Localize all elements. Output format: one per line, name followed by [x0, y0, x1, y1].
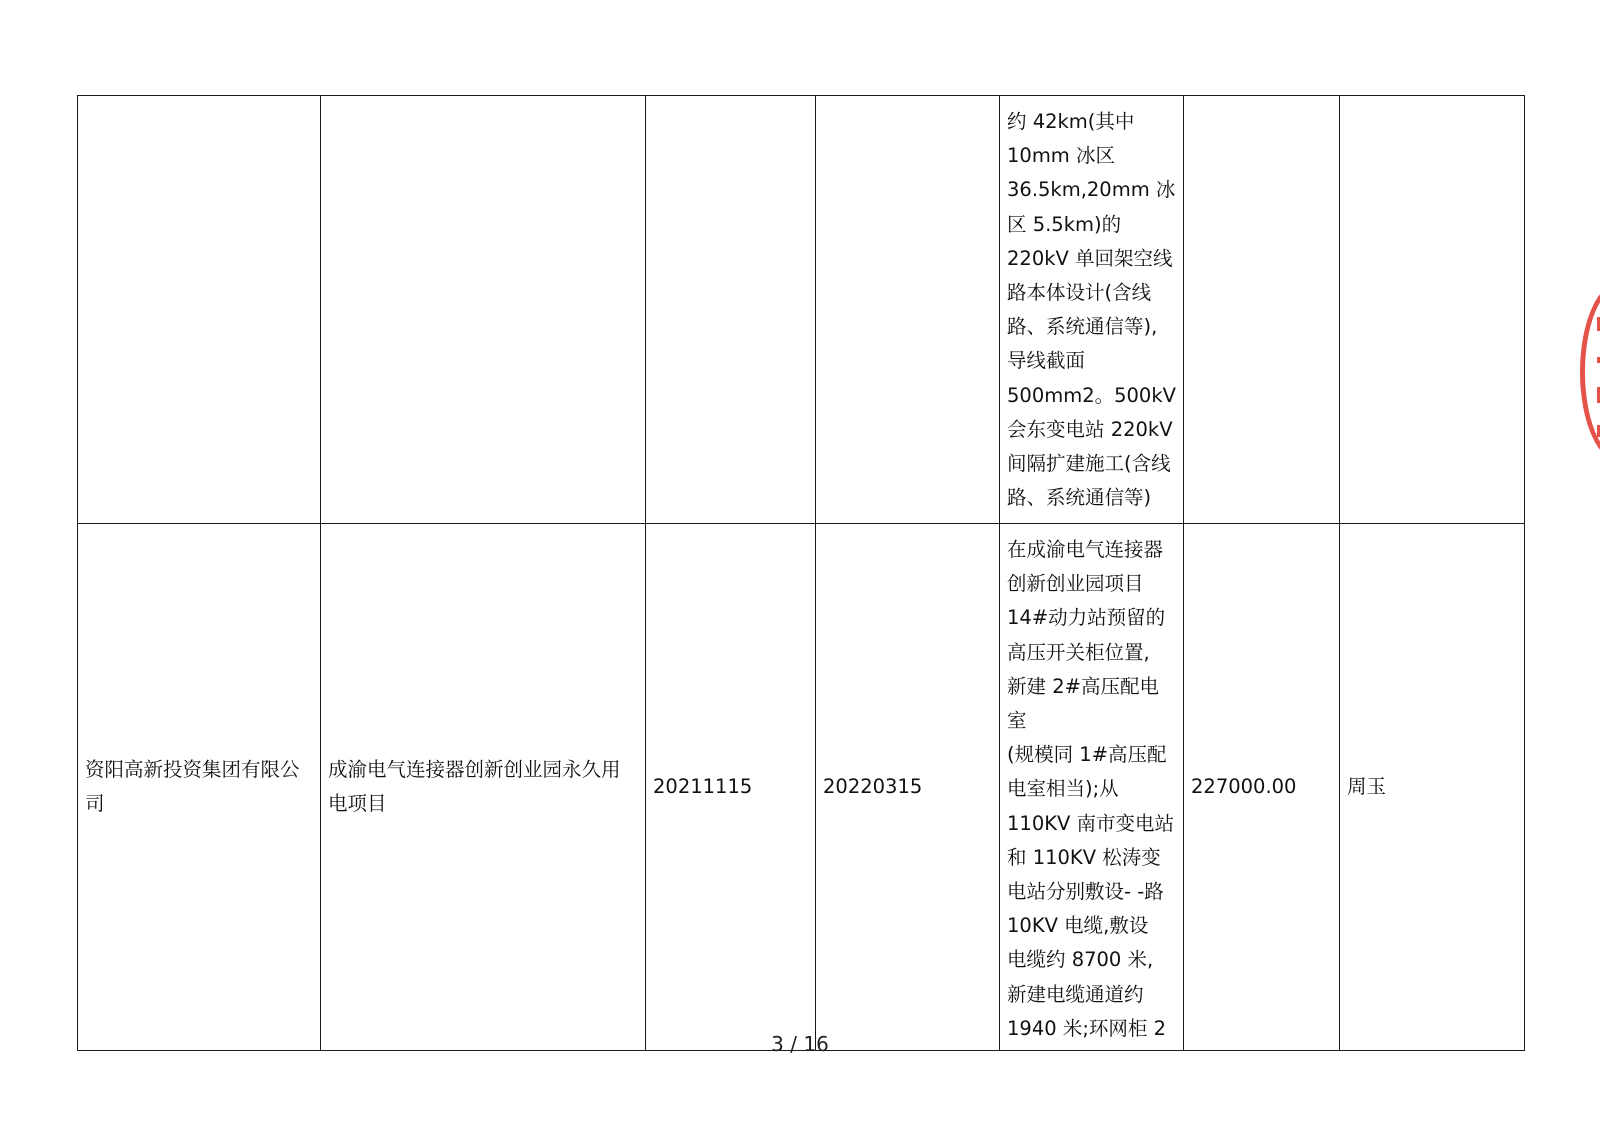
contact-cell: [1340, 96, 1525, 524]
end-date-cell: [816, 96, 1000, 524]
company-cell: 资阳高新投资集团有限公 司: [78, 524, 321, 1051]
project-table: [77, 95, 1525, 1051]
table-row: [78, 524, 1525, 1051]
start-date-cell: [646, 96, 816, 524]
amount-cell: 227000.00: [1184, 524, 1340, 1051]
amount-cell: [1184, 96, 1340, 524]
end-date-cell: 20220315: [816, 524, 1000, 1051]
project-cell: 成渝电气连接器创新创业园永久用 电项目: [321, 524, 646, 1051]
project-cell: [321, 96, 646, 524]
scope-cell: 约 42km(其中 10mm 冰区 36.5km,20mm 冰 区 5.5km)的 220kV 单回架空线 路本体设计(含线 路、系统通信等), 导线截面 500mm2。500kV 会东变电站 220kV 间隔扩建施工(含线 路、系统通信等): [1000, 96, 1184, 524]
table-row: [78, 96, 1525, 524]
red-seal-stamp-icon: [1580, 282, 1600, 462]
start-date-cell: 20211115: [646, 524, 816, 1051]
company-cell: [78, 96, 321, 524]
contact-cell: 周玉: [1340, 524, 1525, 1051]
scope-cell: 在成渝电气连接器 创新创业园项目 14#动力站预留的 高压开关柜位置, 新建 2#高压配电室 (规模同 1#高压配 电室相当);从 110KV 南市变电站 和 110KV 松涛变 电站分别敷设- -路 10KV 电缆,敷设 电缆约 8700 米, 新建电缆通道约 1940 米;环网柜 2: [1000, 524, 1184, 1051]
page-number: 3 / 16: [771, 1032, 829, 1056]
